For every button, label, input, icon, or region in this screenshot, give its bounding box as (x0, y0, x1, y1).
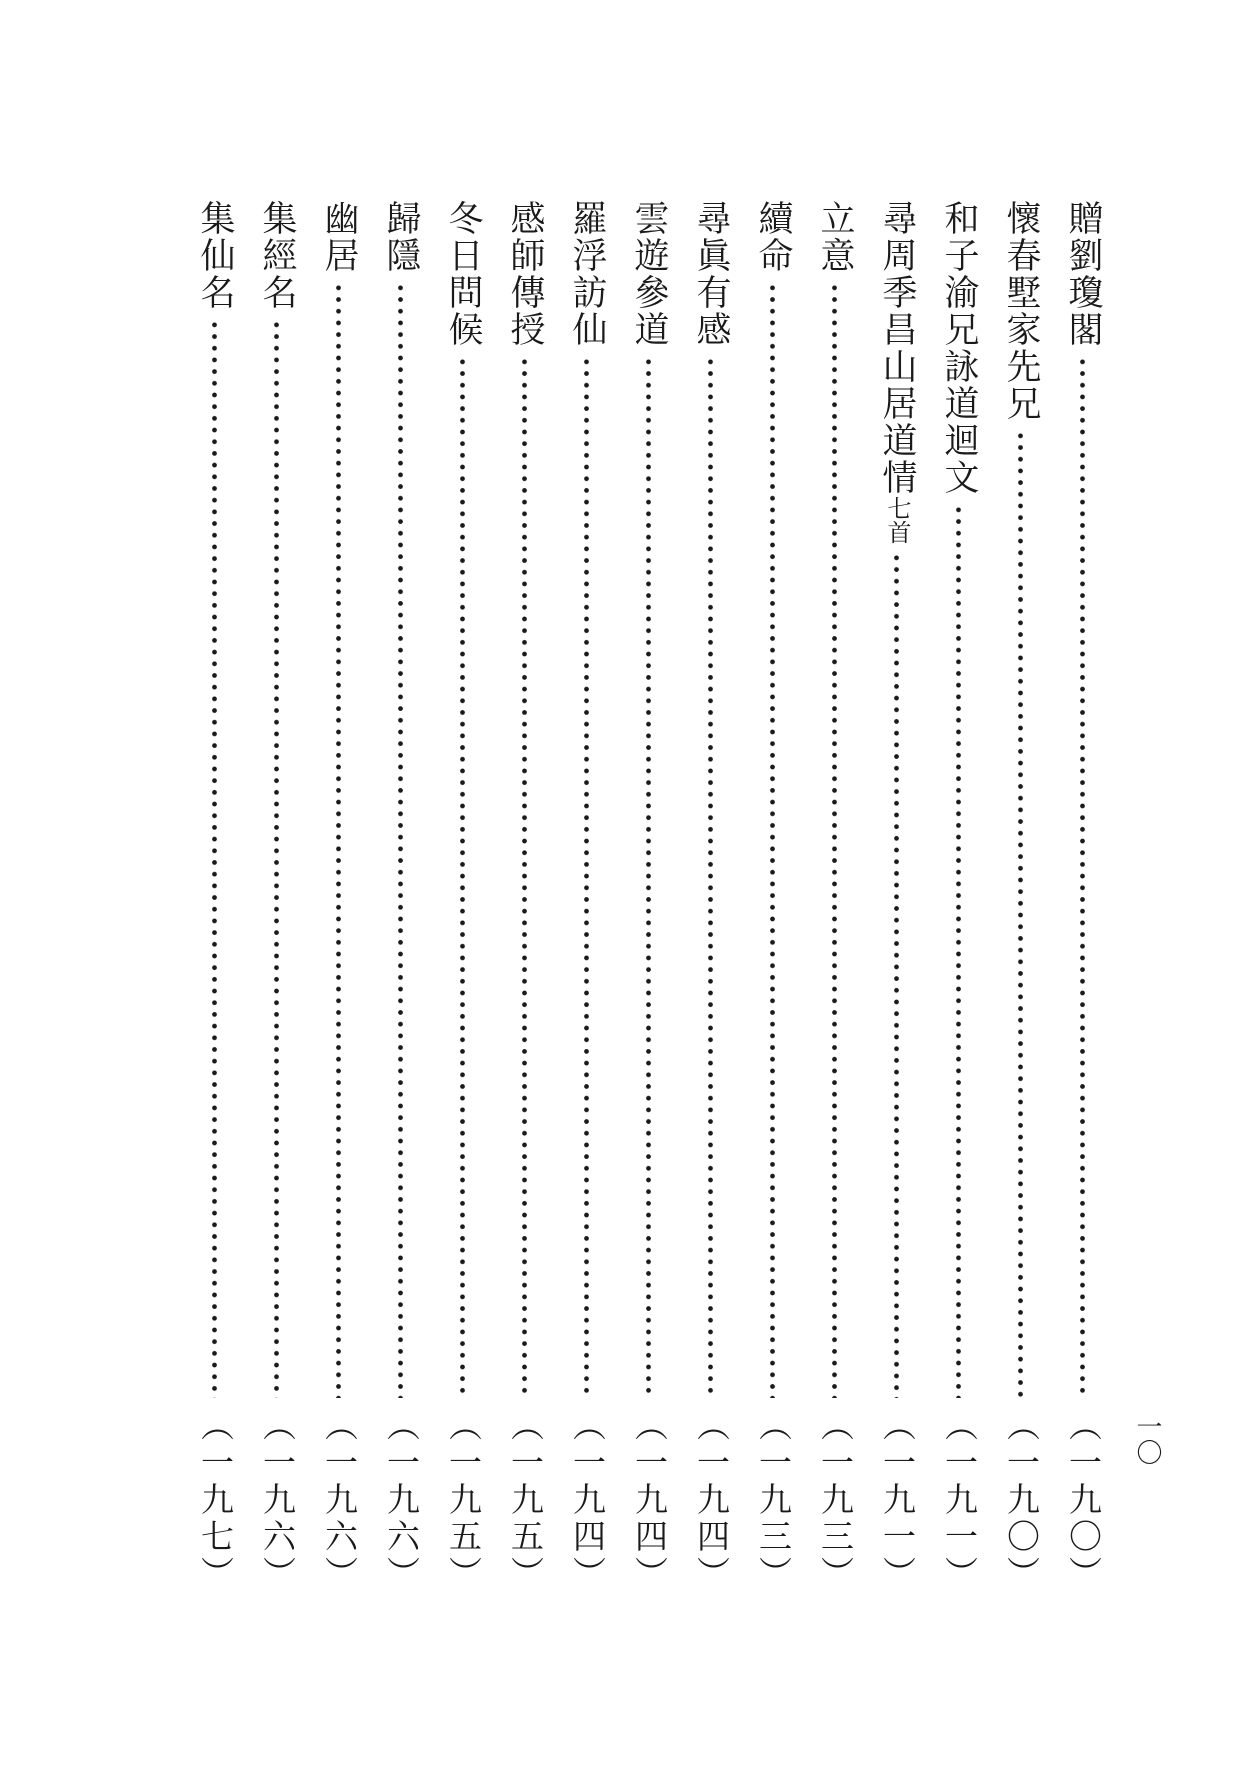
entry-title-text: 羅浮訪仙 (567, 200, 607, 348)
entry-title-text: 集經名 (257, 200, 297, 311)
dot-leader (336, 282, 341, 1398)
dot-leader (274, 319, 279, 1398)
toc-entry (748, 0, 798, 1776)
toc-entry (686, 0, 736, 1776)
dot-leader (584, 356, 589, 1398)
entry-page-ref: （一九一） (878, 1408, 917, 1593)
entry-title-text: 雲遊參道 (629, 200, 669, 348)
entry-page-ref: （一九六） (382, 1408, 421, 1593)
entry-title-text: 續命 (753, 200, 793, 274)
entry-title (934, 200, 984, 496)
entry-page-ref: （一九六） (320, 1408, 359, 1593)
dot-leader (956, 504, 961, 1398)
entry-title (1058, 200, 1108, 348)
entry-title-text: 贈劉瓊閣 (1063, 200, 1103, 348)
page-number: 一〇 (1132, 1413, 1162, 1465)
entry-page-ref: （一九三） (816, 1408, 855, 1593)
dot-leader (212, 319, 217, 1398)
entry-page-ref: （一九五） (444, 1408, 483, 1593)
entry-title (500, 200, 550, 348)
toc-entry (190, 0, 240, 1776)
entry-title-text: 尋眞有感 (691, 200, 731, 348)
entry-title-text: 立意 (815, 200, 855, 274)
dot-leader (460, 356, 465, 1398)
entry-title-text: 幽居 (319, 200, 359, 274)
entry-page-ref: （一九五） (506, 1408, 545, 1593)
toc-entry (1058, 0, 1108, 1776)
dot-leader (646, 356, 651, 1398)
dot-leader (708, 356, 713, 1398)
entry-page-ref: （一九六） (258, 1408, 297, 1593)
entry-title-text: 冬日問候 (443, 200, 483, 348)
entry-title (810, 200, 860, 274)
dot-leader (398, 282, 403, 1398)
entry-title (252, 200, 302, 311)
entry-title (624, 200, 674, 348)
entry-page-ref: （一九七） (196, 1408, 235, 1593)
entry-title (190, 200, 240, 311)
entry-title (314, 200, 364, 274)
entry-title (438, 200, 488, 348)
toc-entry (314, 0, 364, 1776)
entry-title (748, 200, 798, 274)
entry-title-text: 集仙名 (195, 200, 235, 311)
dot-leader (1080, 356, 1085, 1398)
entry-page-ref: （一九三） (754, 1408, 793, 1593)
toc-entry (252, 0, 302, 1776)
toc-entry (438, 0, 488, 1776)
entry-page-ref: （一九〇） (1064, 1408, 1103, 1593)
entry-page-ref: （一九一） (940, 1408, 979, 1593)
entry-title-text: 懷春墅家先兄 (1001, 200, 1041, 422)
entry-title (376, 200, 426, 274)
entry-note: 七首 (883, 496, 911, 544)
dot-leader (770, 282, 775, 1398)
toc-entry (934, 0, 984, 1776)
entry-title-text: 尋周季昌山居道情 (877, 200, 917, 496)
toc-entry (624, 0, 674, 1776)
dot-leader (1018, 430, 1023, 1398)
entry-title-text: 和子渝兄詠道迴文 (939, 200, 979, 496)
entry-title-text: 感師傳授 (505, 200, 545, 348)
toc-entry (996, 0, 1046, 1776)
entry-page-ref: （一九〇） (1002, 1408, 1041, 1593)
entry-title (686, 200, 736, 348)
entry-title (562, 200, 612, 348)
entry-page-ref: （一九四） (692, 1408, 731, 1593)
dot-leader (522, 356, 527, 1398)
toc-entry (872, 0, 922, 1776)
dot-leader (832, 282, 837, 1398)
entry-page-ref: （一九四） (630, 1408, 669, 1593)
dot-leader (894, 552, 899, 1398)
toc-entry (562, 0, 612, 1776)
entry-title (872, 200, 922, 544)
toc-entry (376, 0, 426, 1776)
entry-title-text: 歸隱 (381, 200, 421, 274)
entry-page-ref: （一九四） (568, 1408, 607, 1593)
toc-entry (500, 0, 550, 1776)
entry-title (996, 200, 1046, 422)
toc-entry (810, 0, 860, 1776)
